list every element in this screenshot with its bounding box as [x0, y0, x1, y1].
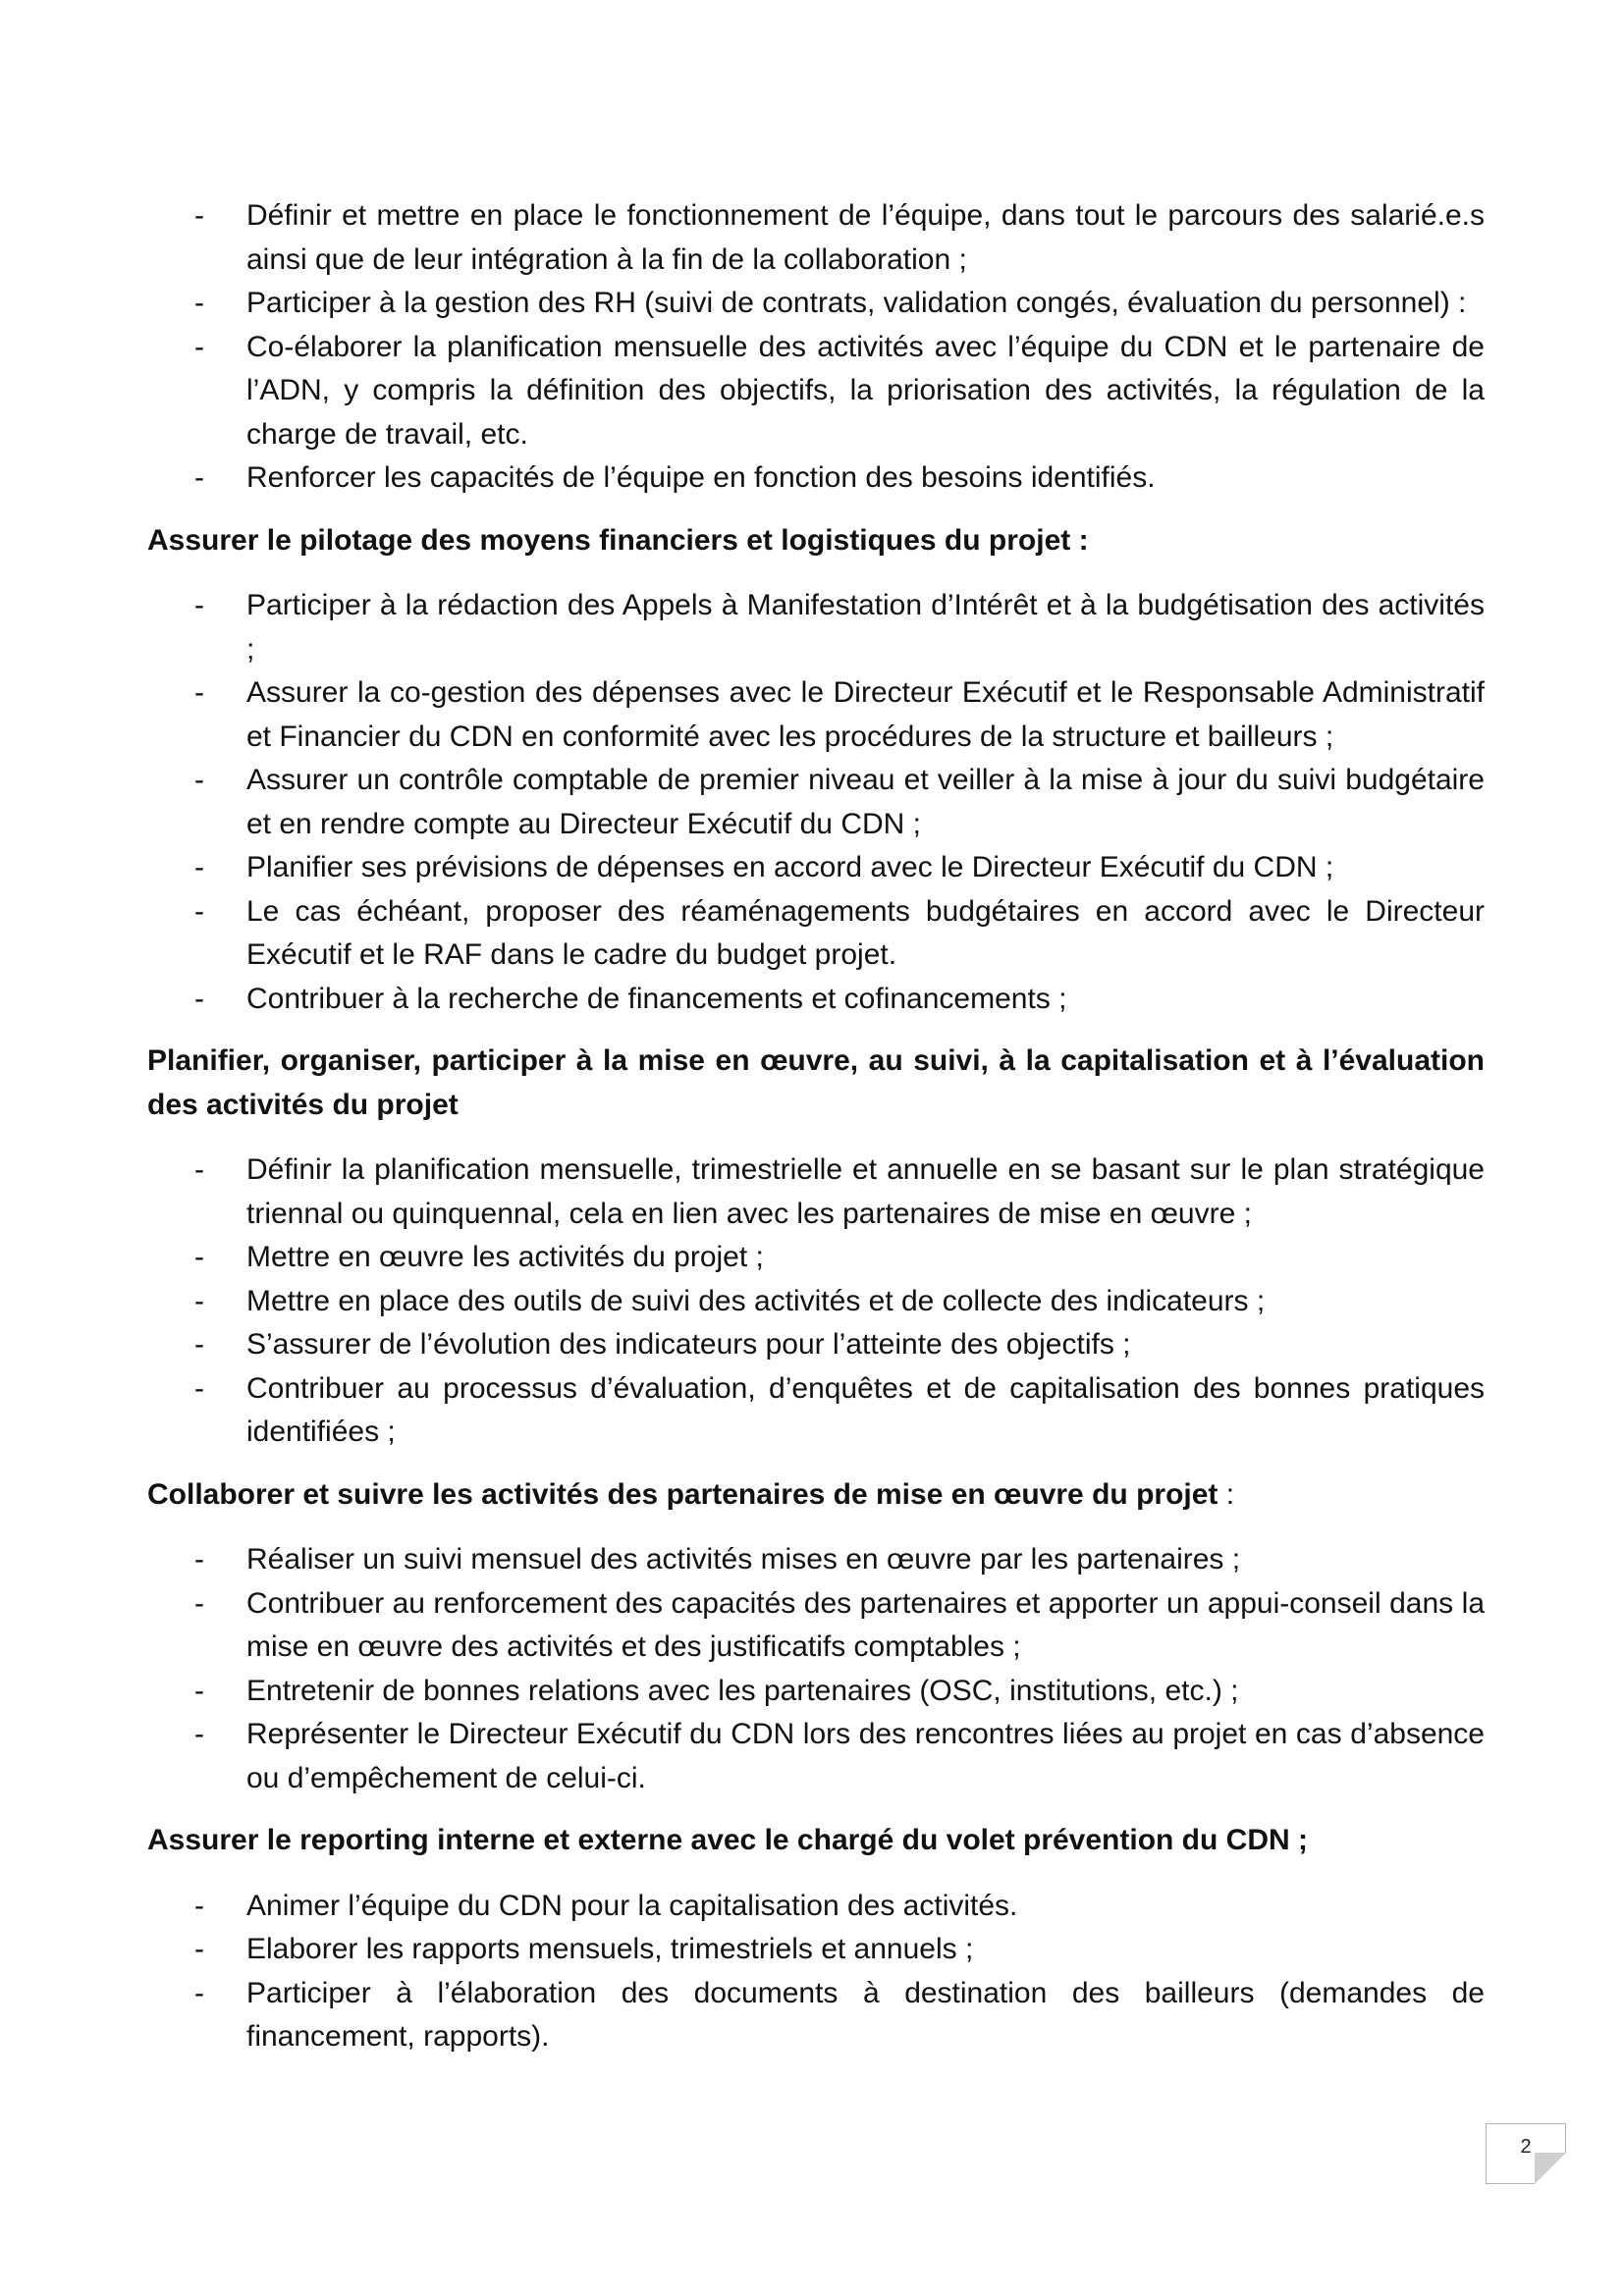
list-item [147, 282, 1485, 326]
bullet-dash: - [194, 461, 204, 494]
page-number-box [1486, 2123, 1566, 2184]
section-list [147, 1538, 1485, 1800]
page-curl-corner [1535, 2153, 1566, 2184]
section-list [147, 1885, 1485, 2059]
list-item-text: Entretenir de bonnes relations avec les partenaires (OSC, institutions, etc.) ; [246, 1674, 1239, 1707]
list-item-text: Réaliser un suivi mensuel des activités mises en œuvre par les partenaires ; [246, 1543, 1241, 1575]
list-item-text: Assurer un contrôle comptable de premier niveau et veiller à la mise à jour du suivi budgétaire et en rendre compte au Directeur Exécutif du CDN ; [246, 764, 1485, 840]
list-item-text: Contribuer au renforcement des capacités des partenaires et apporter un appui-conseil dans la mise en œuvre des activités et des justificatifs comptables ; [246, 1586, 1485, 1663]
list-item-text: Le cas échéant, proposer des réaménagements budgétaires en accord avec le Directeur Exécutif et le RAF dans le cadre du budget projet. [246, 894, 1485, 971]
bullet-dash: - [194, 851, 204, 883]
bullet-dash: - [194, 676, 204, 709]
bullet-dash: - [194, 764, 204, 796]
bullet-dash: - [194, 1889, 204, 1922]
section-list [147, 1148, 1485, 1455]
section-reporting [147, 1819, 1485, 2059]
bullet-dash: - [194, 1153, 204, 1186]
list-item-text: Mettre en place des outils de suivi des activités et de collecte des indicateurs ; [246, 1284, 1266, 1317]
list-item-text: Définir la planification mensuelle, trimestrielle et annuelle en se basant sur le plan stratégique triennal ou quinquennal, cela en lien avec les partenaires de mise en œuvre ; [246, 1153, 1485, 1230]
page-number: 2 [1520, 2136, 1532, 2158]
list-item-text: Participer à la gestion des RH (suivi de contrats, validation congés, évaluation du personnel) : [246, 287, 1467, 319]
list-item-text: Définir et mettre en place le fonctionnement de l’équipe, dans tout le parcours des salarié.e.s ainsi que de leur intégration à la fin de la collaboration ; [246, 199, 1485, 276]
list-item-text: S’assurer de l’évolution des indicateurs pour l’atteinte des objectifs ; [246, 1328, 1131, 1361]
list-item [147, 846, 1485, 890]
page-content [147, 194, 1485, 2059]
list-item [147, 456, 1485, 501]
section-heading-text: Collaborer et suivre les activités des partenaires de mise en œuvre du projet [147, 1477, 1218, 1511]
list-item-text: Elaborer les rapports mensuels, trimestriels et annuels ; [246, 1933, 974, 1965]
bullet-dash: - [194, 982, 204, 1015]
list-item-text: Co-élaborer la planification mensuelle des activités avec l’équipe du CDN et le partenaire de l’ADN, y compris la définition des objectifs, la priorisation des activités, la régulation de la charge de travail, etc. [246, 330, 1485, 451]
list-item [147, 1538, 1485, 1582]
section-heading-text: Assurer le pilotage des moyens financiers et logistiques du projet : [147, 523, 1089, 557]
section-heading [147, 1819, 1485, 1863]
section-heading [147, 1040, 1485, 1127]
list-item [147, 1280, 1485, 1324]
section-list [147, 584, 1485, 1021]
list-item-text: Renforcer les capacités de l’équipe en fonction des besoins identifiés. [246, 461, 1156, 494]
bullet-dash: - [194, 1371, 204, 1405]
list-item-text: Animer l’équipe du CDN pour la capitalisation des activités. [246, 1889, 1018, 1922]
bullet-dash: - [194, 894, 204, 928]
list-item [147, 1713, 1485, 1800]
list-item [147, 326, 1485, 457]
section-heading-text: Planifier, organiser, participer à la mise en œuvre, au suivi, à la capitalisation et à l’évaluation des activités du projet [147, 1044, 1485, 1121]
list-item-text: Contribuer au processus d’évaluation, d’enquêtes et de capitalisation des bonnes pratiques identifiées ; [246, 1371, 1485, 1448]
list-item-text: Représenter le Directeur Exécutif du CDN lors des rencontres liées au projet en cas d’absence ou d’empêchement de celui-ci. [246, 1718, 1485, 1794]
section-heading-suffix: : [1218, 1477, 1235, 1511]
list-item [147, 1582, 1485, 1670]
list-item [147, 194, 1485, 282]
list-item [147, 1670, 1485, 1714]
bullet-dash: - [194, 287, 204, 319]
list-item-text: Planifier ses prévisions de dépenses en accord avec le Directeur Exécutif du CDN ; [246, 851, 1334, 883]
list-item-text: Participer à la rédaction des Appels à Manifestation d’Intérêt et à la budgétisation des activités ; [246, 589, 1485, 666]
list-item-text: Mettre en œuvre les activités du projet ; [246, 1241, 764, 1273]
intro-list [147, 194, 1485, 501]
bullet-dash: - [194, 1241, 204, 1273]
bullet-dash: - [194, 330, 204, 363]
list-item [147, 759, 1485, 846]
list-item [147, 1236, 1485, 1280]
list-item [147, 1885, 1485, 1929]
list-item [147, 1323, 1485, 1367]
list-item [147, 1367, 1485, 1455]
bullet-dash: - [194, 1328, 204, 1361]
bullet-dash: - [194, 1976, 204, 2009]
list-item [147, 1972, 1485, 2059]
bullet-dash: - [194, 1284, 204, 1317]
section-heading [147, 519, 1485, 563]
list-item [147, 1928, 1485, 1972]
list-item [147, 1148, 1485, 1236]
bullet-dash: - [194, 1586, 204, 1620]
list-item-text: Contribuer à la recherche de financements et cofinancements ; [246, 982, 1067, 1015]
bullet-dash: - [194, 1933, 204, 1965]
list-item-text: Assurer la co-gestion des dépenses avec le Directeur Exécutif et le Responsable Administratif et Financier du CDN en conformité avec les procédures de la structure et bailleurs ; [246, 676, 1485, 753]
bullet-dash: - [194, 589, 204, 621]
list-item [147, 978, 1485, 1022]
bullet-dash: - [194, 1543, 204, 1575]
bullet-dash: - [194, 1674, 204, 1707]
section-financial-pilotage [147, 519, 1485, 1022]
list-item [147, 671, 1485, 759]
bullet-dash: - [194, 1718, 204, 1750]
list-item [147, 890, 1485, 978]
section-heading [147, 1473, 1485, 1518]
section-heading-text: Assurer le reporting interne et externe avec le chargé du volet prévention du CDN ; [147, 1824, 1308, 1856]
list-item [147, 584, 1485, 671]
list-item-text: Participer à l’élaboration des documents à destination des bailleurs (demandes de financement, rapports). [246, 1976, 1485, 2053]
section-activities-planning [147, 1040, 1485, 1455]
section-partners [147, 1473, 1485, 1801]
bullet-dash: - [194, 199, 204, 232]
